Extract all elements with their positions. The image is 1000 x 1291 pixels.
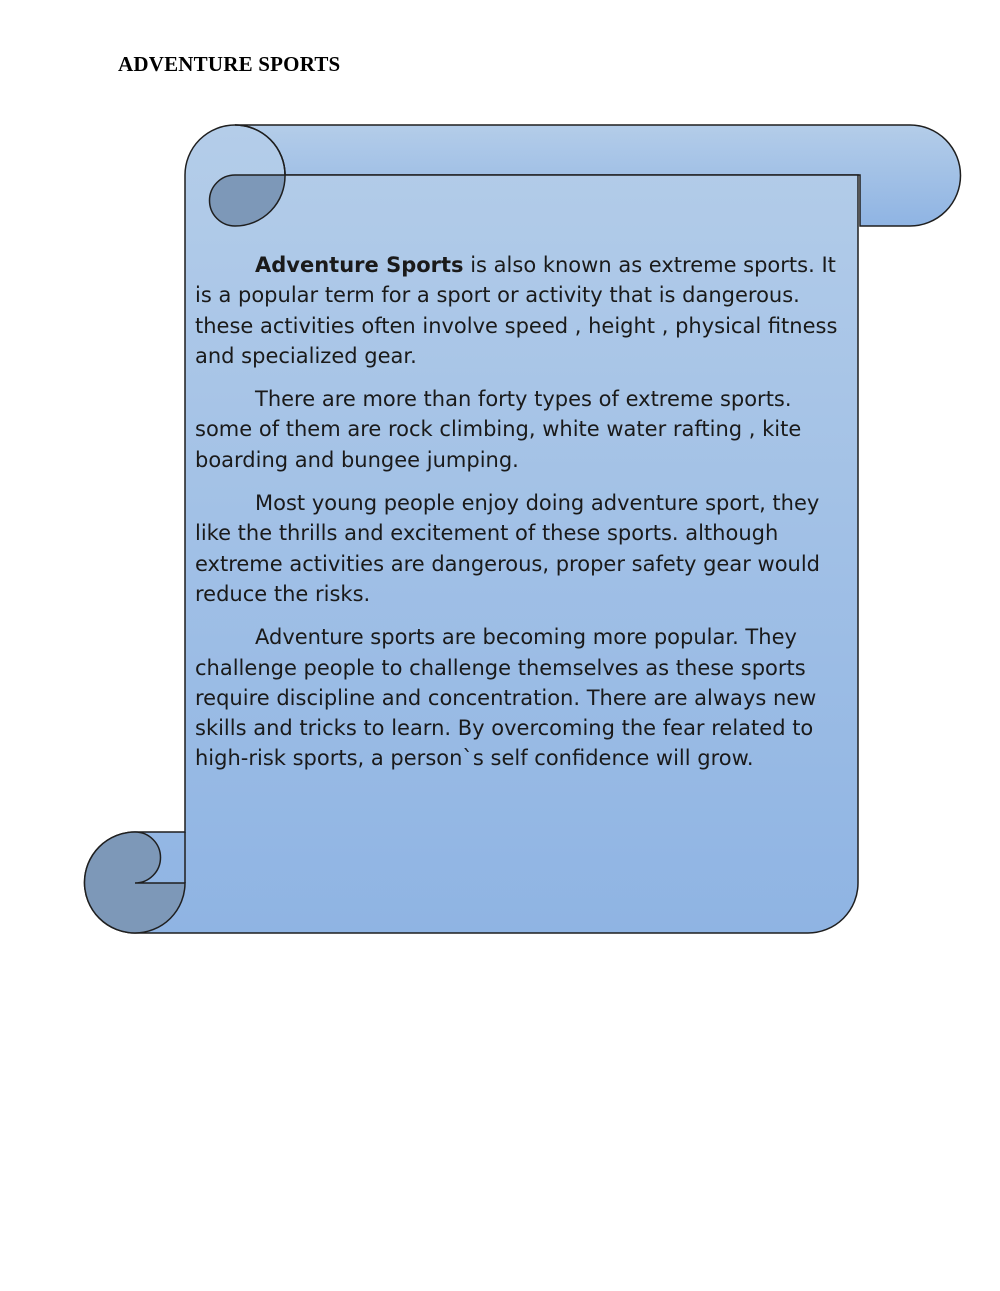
paragraph-1-lead: Adventure Sports: [255, 253, 464, 277]
paragraph-4: Adventure sports are becoming more popular. They challenge people to challenge themselves as these sports require discipline and concentration. There are always new skills and tricks to learn. By overcoming the fear related to high-risk sports, a person`s self confidence will grow.: [195, 625, 817, 771]
paragraph-3: Most young people enjoy doing adventure sport, they like the thrills and excitement of these sports. although extreme activities are dangerous, proper safety gear would reduce the risks.: [195, 491, 821, 606]
scroll-text: [195, 250, 855, 787]
paragraph-2: There are more than forty types of extreme sports. some of them are rock climbing, white water rafting , kite boarding and bungee jumping.: [195, 387, 802, 472]
page-title: ADVENTURE SPORTS: [118, 52, 341, 76]
paragraph-1-text: is also known as extreme sports. It is a popular term for a sport or activity that is dangerous. these activities often involve speed , height , physical fitness and specialized gear.: [195, 253, 838, 368]
paragraph-1: [195, 250, 855, 371]
